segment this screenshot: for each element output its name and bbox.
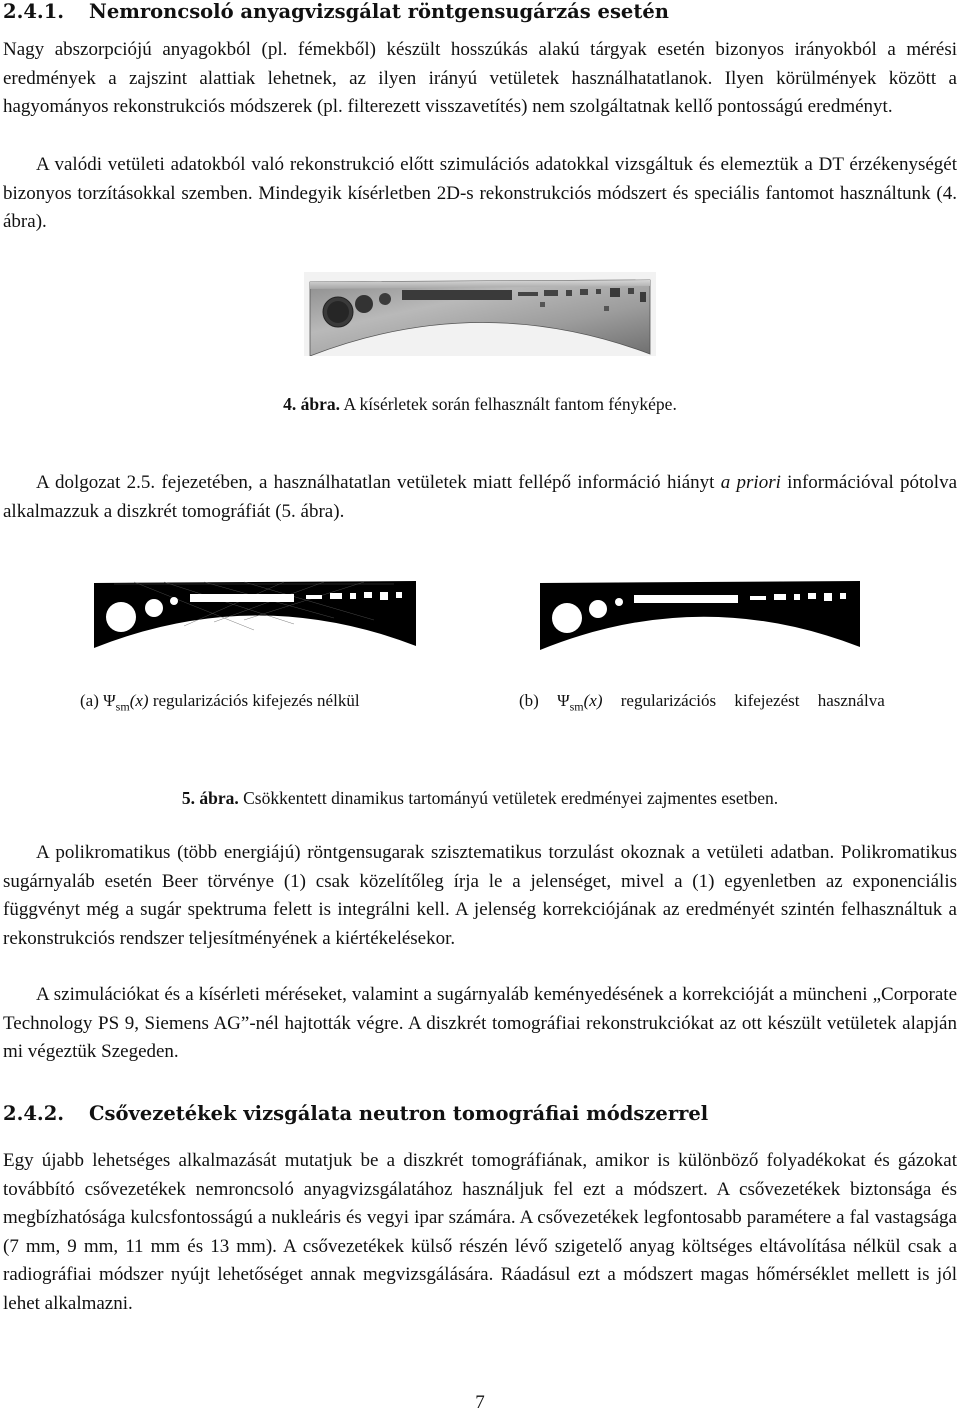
section-heading <box>3 0 669 24</box>
paragraph: Nagy abszorpciójú anyagokból (pl. fémekből) készült hosszúkás alakú tárgyak esetén bizonyos irányokból a mérési eredmények a zajszint alattiak lehetnek, az ilyen irányú vetületek használhatatlanok. Ilyen körülmények között a hagyományos rekonstrukciós módszerek (pl. filterezett visszavetítés) nem szolgáltatnak kellő pontosságú eredményt. <box>3 39 957 118</box>
figure-caption-text: Csökkentett dinamikus tartományú vetületek eredményei zajmentes esetben. <box>243 788 779 808</box>
subfigure-caption-b: (b) $\Psi_{sm}(x)$ regularizációs kifejezést használva <box>519 691 885 714</box>
italic-term: a priori <box>720 472 781 493</box>
page-number: 7 <box>475 1392 485 1413</box>
section-number: 2.4.1. <box>3 0 65 23</box>
paragraph: Egy újabb lehetséges alkalmazását mutatjuk be a diszkrét tomográfiának, amikor is különböző folyadékokat és gázokat továbbító csővezetékek nemroncsoló anyagvizsgálatához használjuk fel ezt a módszert. A csővezetékek biztonsága és megbízhatósága kulcsfontosságú a nukleáris és vegyi ipar számára. A csővezetékek legfontosabb paramétere a fal vastagsága (7 mm, 9 mm, 11 mm és 13 mm). A csővezetékek külső részén lévő szigetelő anyag költséges eltávolítása nélkül csak a radiográfiai módszer nyújt lehetőséget annak megvizsgálására. Ráadásul ezt a módszert magas hőmérséklet mellett is jól lehet alkalmazni. <box>3 1150 957 1314</box>
paragraph: A dolgozat 2.5. fejezetében, a használhatatlan vetületek miatt fellépő információ hiányt a priori információval pótolva alkalmazzuk a diszkrét tomográfiát (5. ábra). <box>3 472 958 522</box>
figure-caption <box>0 392 960 416</box>
reconstruction-image-a <box>94 580 416 648</box>
subfigure-caption-a: (a) $\Psi_{sm}(x)$ regularizációs kifejezés nélkül <box>80 691 360 714</box>
section-title: Nemroncsoló anyagvizsgálat röntgensugárzás esetén <box>89 0 669 23</box>
phantom-photo <box>304 272 656 356</box>
figure-label: 4. ábra. <box>283 394 341 414</box>
section-number: 2.4.2. <box>3 1102 65 1125</box>
paragraph: A polikromatikus (több energiájú) röntgensugarak szisztematikus torzulást okoznak a vetületi adatban. Polikromatikus sugárnyaláb esetén Beer törvénye (1) csak közelítőleg írja le a jelenséget, mivel a (1) egyenletben az exponenciális függvényt még a sugár spektruma felett is integrálni kell. A jelenség korrekciójának az eredményét szintén felhasználtuk a rekonstrukciós rendszer teljesítményének a kiértékelésekor. <box>3 842 957 949</box>
paragraph: A valódi vetületi adatokból való rekonstrukció előtt szimulációs adatokkal vizsgáltuk és elemeztük a DT érzékenységét bizonyos torzításokkal szemben. Mindegyik kísérletben 2D-s rekonstrukciós módszert és speciális fantomot használtunk (4. ábra). <box>3 154 957 233</box>
figure-caption-text: A kísérletek során felhasznált fantom fényképe. <box>343 394 677 414</box>
section-heading <box>3 1102 708 1126</box>
figure-caption <box>0 786 960 810</box>
paragraph: A szimulációkat és a kísérleti méréseket, valamint a sugárnyaláb keményedésének a korrekcióját a müncheni „Corporate Technology PS 9, Siemens AG”-nél hajtották végre. A diszkrét tomográfiai rekonstrukciókat az ott készült vetületek alapján mi végeztük Szegeden. <box>3 984 957 1063</box>
reconstruction-image-b <box>540 581 860 650</box>
section-title: Csővezetékek vizsgálata neutron tomográfiai módszerrel <box>89 1102 709 1125</box>
figure-label: 5. ábra. <box>181 788 239 808</box>
